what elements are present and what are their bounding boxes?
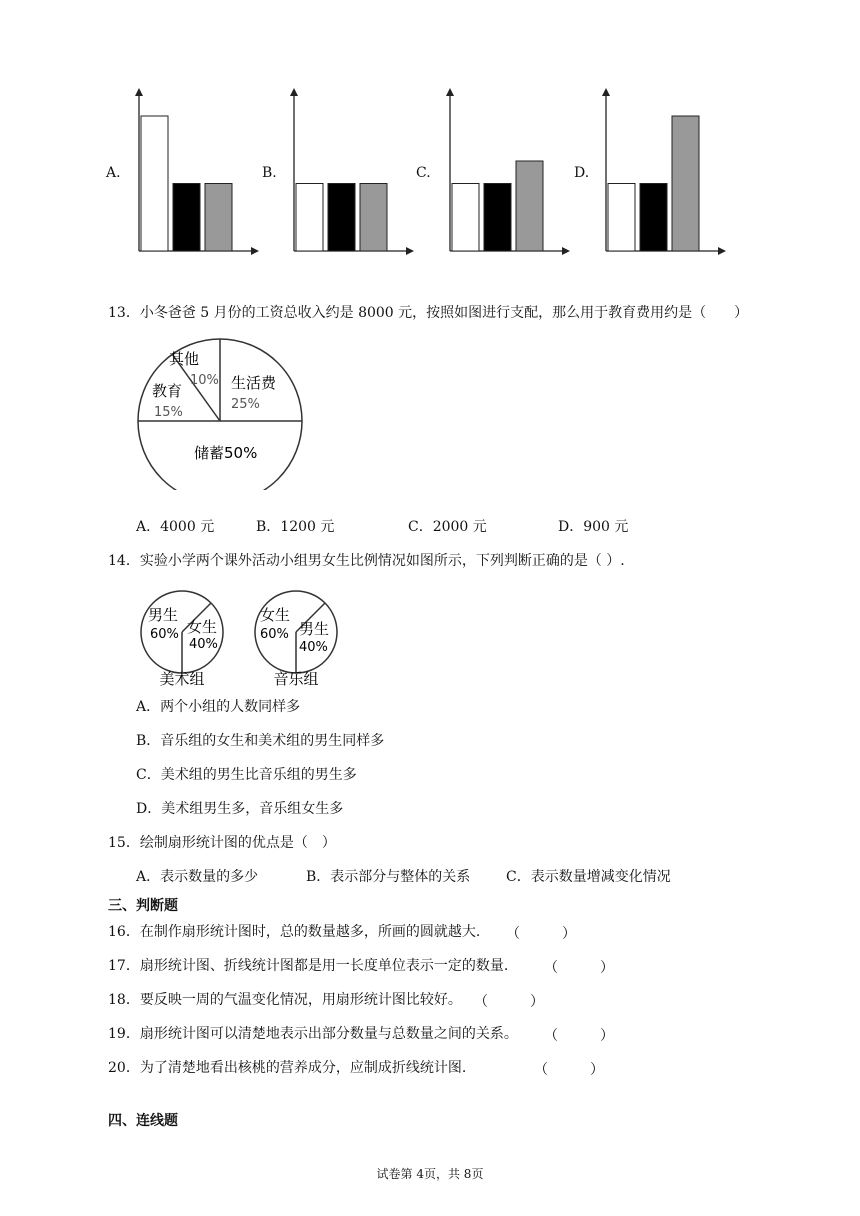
q13-option-b[interactable]: B．1200 元 bbox=[256, 519, 335, 535]
y-axis-arrow bbox=[135, 88, 143, 96]
pie-label-living: 生活费 bbox=[231, 374, 277, 392]
q12-option-label-a[interactable]: A. bbox=[106, 165, 121, 181]
x-axis-arrow bbox=[406, 247, 414, 255]
judge-17-text: 17．扇形统计图、折线统计图都是用一长度单位表示一定的数量. bbox=[108, 958, 509, 974]
judge-20-blank[interactable]: （ ） bbox=[534, 1062, 604, 1078]
q12-bar-chart-b bbox=[288, 88, 418, 263]
q15-option-b[interactable]: B．表示部分与整体的关系 bbox=[306, 869, 471, 885]
bar bbox=[452, 184, 479, 252]
q14-option-d[interactable]: D．美术组男生多，音乐组女生多 bbox=[136, 801, 344, 817]
bar bbox=[484, 184, 511, 252]
music-girls-pct: 60% bbox=[260, 627, 289, 642]
bar bbox=[296, 184, 323, 252]
y-axis-arrow bbox=[290, 88, 298, 96]
judge-20-text: 20．为了清楚地看出核桃的营养成分，应制成折线统计图. bbox=[108, 1060, 467, 1076]
pie-pct-other: 10% bbox=[190, 373, 219, 388]
q12-option-label-c[interactable]: C. bbox=[416, 165, 431, 181]
q14-text: 14．实验小学两个课外活动小组男女生比例情况如图所示，下列判断正确的是（ ）. bbox=[108, 553, 625, 569]
bar bbox=[328, 184, 355, 252]
art-girls-label: 女生 bbox=[187, 618, 218, 636]
y-axis-arrow bbox=[446, 88, 454, 96]
judge-18-blank[interactable]: （ ） bbox=[474, 994, 544, 1010]
q15-option-a[interactable]: A．表示数量的多少 bbox=[136, 869, 259, 885]
pie-label-edu: 教育 bbox=[152, 382, 183, 400]
art-group-pie bbox=[132, 590, 232, 686]
section-4-heading: 四、连线题 bbox=[108, 1113, 178, 1129]
x-axis-arrow bbox=[251, 247, 259, 255]
bar bbox=[173, 184, 200, 252]
q14-option-b[interactable]: B．音乐组的女生和美术组的男生同样多 bbox=[136, 733, 385, 749]
bar bbox=[516, 161, 543, 251]
page-footer: 试卷第 4页，共 8页 bbox=[376, 1167, 484, 1181]
art-boys-pct: 60% bbox=[150, 627, 179, 642]
bar bbox=[672, 116, 699, 251]
music-group-pie bbox=[246, 590, 346, 686]
q13-option-a[interactable]: A．4000 元 bbox=[136, 519, 215, 535]
judge-16-blank[interactable]: （ ） bbox=[506, 926, 576, 942]
judge-18-text: 18．要反映一周的气温变化情况，用扇形统计图比较好。 bbox=[108, 992, 462, 1008]
judge-19-text: 19．扇形统计图可以清楚地表示出部分数量与总数量之间的关系。 bbox=[108, 1026, 518, 1042]
q13-text: 13．小冬爸爸 5 月份的工资总收入约是 8000 元，按照如图进行支配，那么用于教育费用约是（ ） bbox=[108, 305, 749, 321]
q15-text: 15．绘制扇形统计图的优点是（ ） bbox=[108, 835, 336, 851]
art-group-caption: 美术组 bbox=[159, 670, 205, 686]
bar bbox=[205, 184, 232, 252]
q12-bar-chart-a bbox=[133, 88, 263, 263]
y-axis-arrow bbox=[602, 88, 610, 96]
art-girls-pct: 40% bbox=[189, 637, 218, 652]
q12-bar-chart-c bbox=[444, 88, 574, 263]
q12-bar-chart-d bbox=[600, 88, 730, 263]
q14-option-c[interactable]: C．美术组的男生比音乐组的男生多 bbox=[136, 767, 357, 783]
pie-pct-living: 25% bbox=[231, 397, 260, 412]
judge-16-text: 16．在制作扇形统计图时，总的数量越多，所画的圆就越大. bbox=[108, 924, 481, 940]
music-boys-label: 男生 bbox=[299, 620, 330, 638]
judge-19-blank[interactable]: （ ） bbox=[544, 1028, 614, 1044]
x-axis-arrow bbox=[718, 247, 726, 255]
music-group-caption: 音乐组 bbox=[273, 670, 319, 686]
judge-17-blank[interactable]: （ ） bbox=[544, 960, 614, 976]
music-boys-pct: 40% bbox=[299, 640, 328, 655]
bar bbox=[360, 184, 387, 252]
q14-option-a[interactable]: A．两个小组的人数同样多 bbox=[136, 699, 301, 715]
pie-pct-edu: 15% bbox=[154, 405, 183, 420]
q13-pie-chart bbox=[136, 338, 306, 490]
q13-option-d[interactable]: D．900 元 bbox=[558, 519, 629, 535]
bar bbox=[608, 184, 635, 252]
art-boys-label: 男生 bbox=[148, 606, 179, 624]
bar bbox=[640, 184, 667, 252]
pie-label-other: 其他 bbox=[169, 350, 200, 368]
q12-option-label-b[interactable]: B. bbox=[262, 165, 277, 181]
bar bbox=[141, 116, 168, 251]
pie-label-savings: 储蓄50% bbox=[194, 444, 258, 462]
q13-option-c[interactable]: C．2000 元 bbox=[408, 519, 487, 535]
x-axis-arrow bbox=[562, 247, 570, 255]
music-girls-label: 女生 bbox=[260, 606, 291, 624]
section-3-heading: 三、判断题 bbox=[108, 898, 178, 914]
q15-option-c[interactable]: C．表示数量增减变化情况 bbox=[506, 869, 671, 885]
q12-option-label-d[interactable]: D. bbox=[574, 165, 590, 181]
